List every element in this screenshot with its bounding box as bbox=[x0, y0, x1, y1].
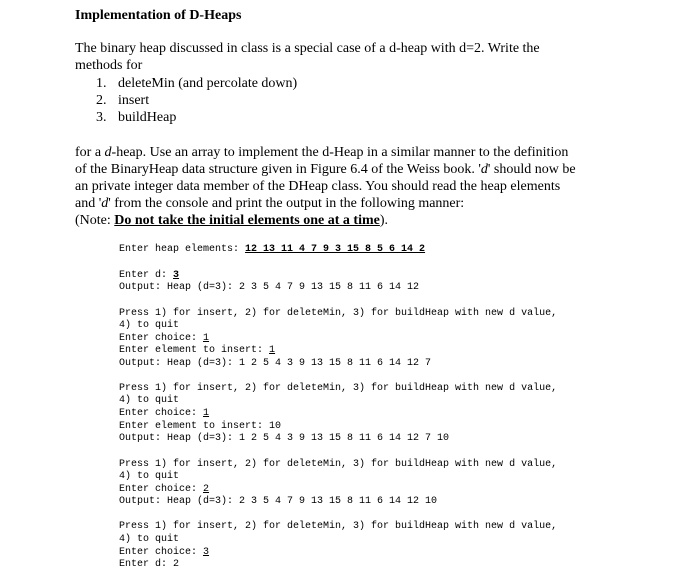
console-menu-line: 4) to quit bbox=[119, 395, 180, 406]
list-item: 3. buildHeap bbox=[96, 110, 177, 125]
console-output-line: Output: Heap (d=3): 2 3 5 4 7 9 13 15 8 11 6 14 12 bbox=[119, 282, 420, 293]
console-d-line-cutoff: Enter d: 2 bbox=[119, 559, 180, 570]
console-choice-line: Enter choice: 1 bbox=[119, 333, 210, 344]
console-element-line: Enter element to insert: 1 bbox=[119, 345, 276, 356]
description-line-1: for a d-heap. Use an array to implement the d-Heap in a similar manner to the definition bbox=[75, 145, 569, 160]
console-heap-input-line: Enter heap elements: 12 13 11 4 7 9 3 15 8 5 6 14 2 bbox=[119, 244, 426, 255]
note-emphasis: Do not take the initial elements one at a time bbox=[114, 213, 380, 228]
description-line-2: of the BinaryHeap data structure given in Figure 6.4 of the Weiss book. 'd' should now be bbox=[75, 162, 576, 177]
description-line-3: an private integer data member of the DHeap class. You should read the heap elements bbox=[75, 179, 561, 194]
list-item: 1. deleteMin (and percolate down) bbox=[96, 76, 298, 91]
console-element-line: Enter element to insert: 10 bbox=[119, 421, 282, 432]
description-paragraph bbox=[75, 144, 615, 229]
console-menu-line: Press 1) for insert, 2) for deleteMin, 3) for buildHeap with new d value, bbox=[119, 459, 558, 470]
method-buildheap: buildHeap bbox=[118, 110, 177, 125]
console-menu-line: 4) to quit bbox=[119, 534, 180, 545]
list-item: 2. insert bbox=[96, 93, 150, 108]
console-menu-line: Press 1) for insert, 2) for deleteMin, 3) for buildHeap with new d value, bbox=[119, 521, 558, 532]
console-output-line: Output: Heap (d=3): 1 2 5 4 3 9 13 15 8 11 6 14 12 7 10 bbox=[119, 433, 450, 444]
console-d-input-line: Enter d: 3 bbox=[119, 270, 180, 281]
heap-elements-value: 12 13 11 4 7 9 3 15 8 5 6 14 2 bbox=[245, 244, 426, 255]
methods-list bbox=[96, 75, 297, 126]
console-menu-line: 4) to quit bbox=[119, 320, 180, 331]
console-output-line: Output: Heap (d=3): 2 3 5 4 7 9 13 15 8 11 6 14 12 10 bbox=[119, 496, 438, 507]
console-menu-line: 4) to quit bbox=[119, 471, 180, 482]
intro-line-2: methods for bbox=[75, 58, 143, 73]
console-choice-line: Enter choice: 1 bbox=[119, 408, 210, 419]
console-choice-line: Enter choice: 2 bbox=[119, 484, 210, 495]
d-value: 3 bbox=[173, 270, 180, 281]
console-choice-line: Enter choice: 3 bbox=[119, 547, 210, 558]
method-deletemin: deleteMin (and percolate down) bbox=[118, 76, 298, 91]
console-menu-line: Press 1) for insert, 2) for deleteMin, 3) for buildHeap with new d value, bbox=[119, 308, 558, 319]
note-line: (Note: Do not take the initial elements one at a time). bbox=[75, 213, 389, 228]
console-output-line: Output: Heap (d=3): 1 2 5 4 3 9 13 15 8 11 6 14 12 7 bbox=[119, 358, 432, 369]
console-menu-line: Press 1) for insert, 2) for deleteMin, 3) for buildHeap with new d value, bbox=[119, 383, 558, 394]
intro-line-1: The binary heap discussed in class is a special case of a d-heap with d=2. Write the bbox=[75, 41, 540, 56]
page-title: Implementation of D-Heaps bbox=[75, 8, 242, 23]
method-insert: insert bbox=[118, 93, 150, 108]
intro-paragraph bbox=[75, 40, 605, 74]
description-line-4: and 'd' from the console and print the output in the following manner: bbox=[75, 196, 465, 211]
